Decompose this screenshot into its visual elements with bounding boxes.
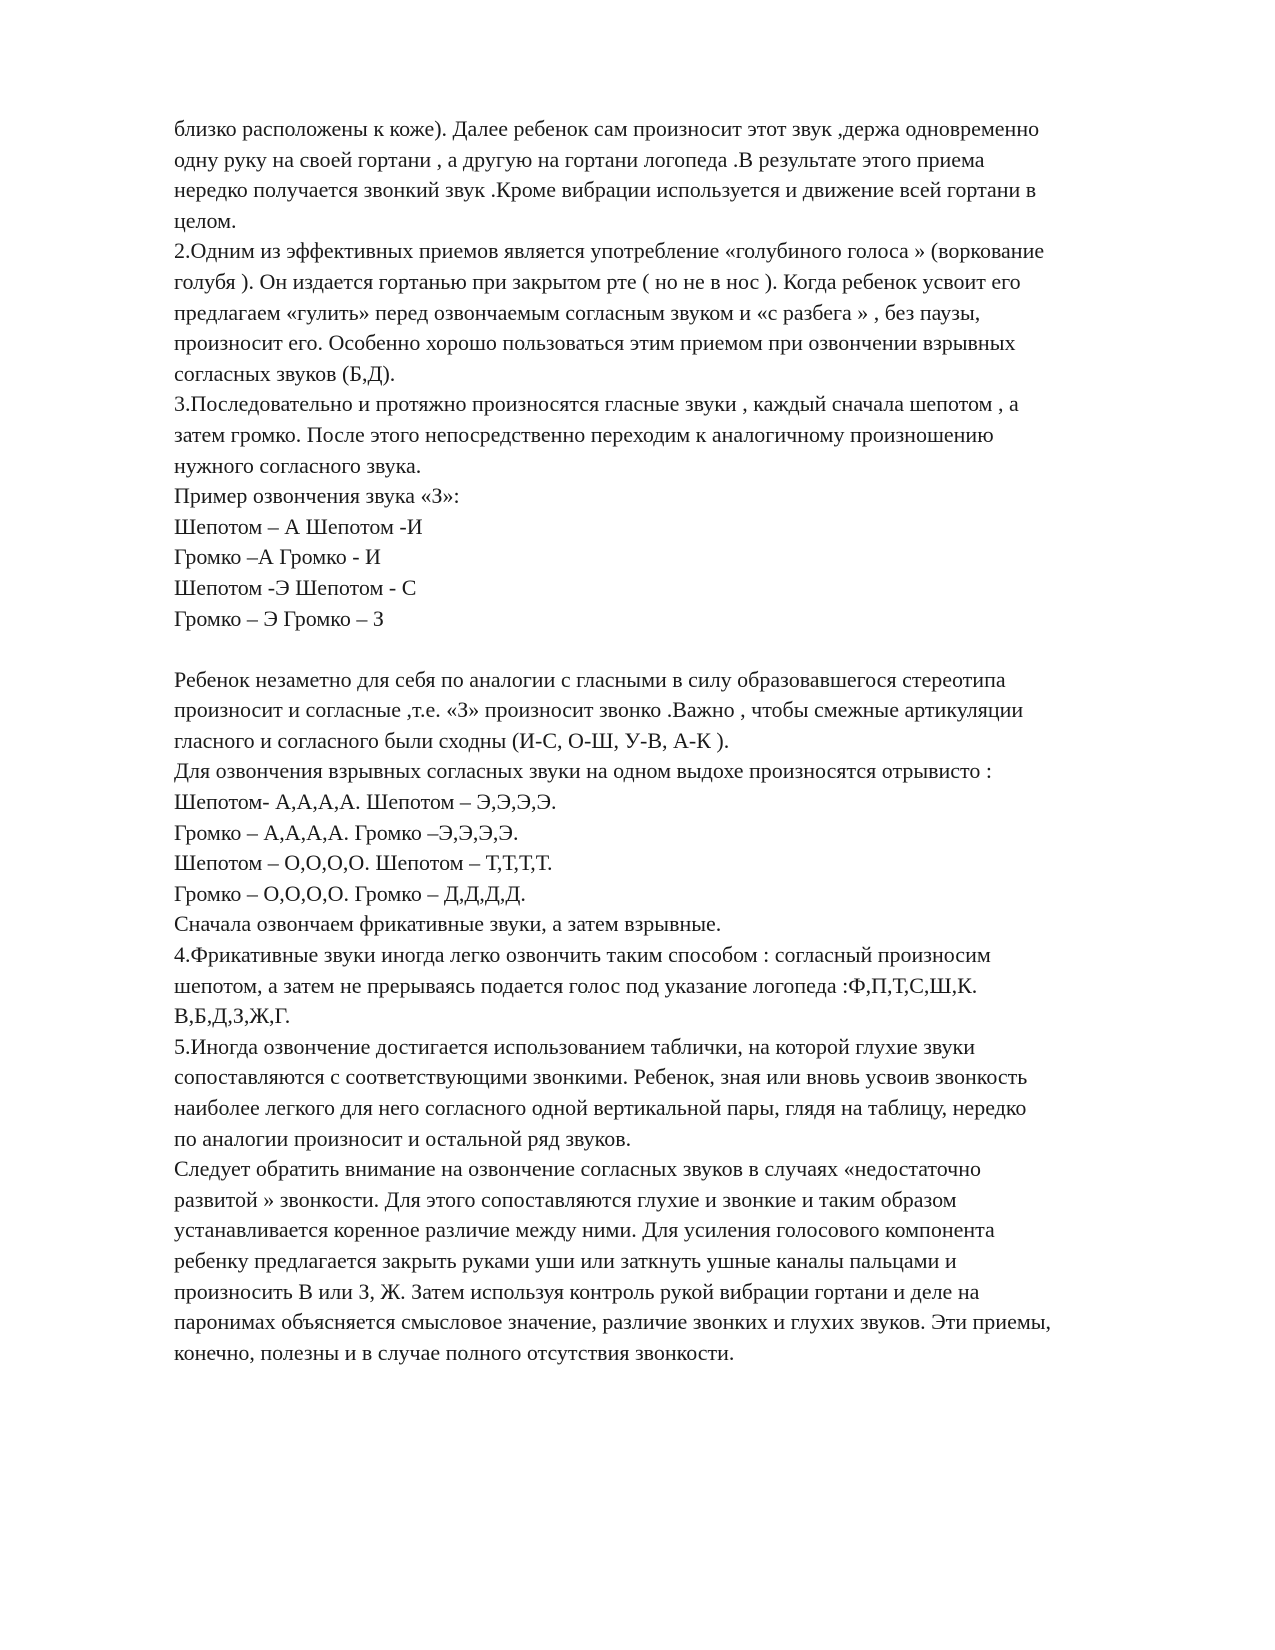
text-line: Ребенок незаметно для себя по аналогии с гласными в силу образовавшегося стереотипа: [174, 666, 1006, 692]
text-line: Для озвончения взрывных согласных звуки на одном выдохе произносятся отрывисто :: [174, 758, 992, 784]
text-line: В,Б,Д,З,Ж,Г.: [174, 1003, 291, 1029]
text-line: паронимах объясняется смысловое значение, различие звонких и глухих звуков. Эти приемы,: [174, 1309, 1052, 1335]
text-line: устанавливается коренное различие между ними. Для усиления голосового компонента: [174, 1217, 995, 1243]
text-line: по аналогии произносит и остальной ряд звуков.: [174, 1125, 632, 1151]
text-line: конечно, полезны и в случае полного отсутствия звонкости.: [174, 1339, 735, 1365]
text-line: развитой » звонкости. Для этого сопоставляются глухие и звонкие и таким образом: [174, 1186, 957, 1212]
text-line: предлагаем «гулить» перед озвончаемым согласным звуком и «с разбега » , без паузы,: [174, 299, 981, 325]
text-line: шепотом, а затем не прерываясь подается голос под указание логопеда :Ф,П,Т,С,Ш,К.: [174, 972, 978, 998]
text-line: наиболее легкого для него согласного одной вертикальной пары, глядя на таблицу, нередко: [174, 1095, 1027, 1120]
text-line: 5.Иногда озвончение достигается использованием таблички, на которой глухие звуки: [174, 1033, 975, 1059]
text-line: произносить В или З, Ж. Затем используя контроль рукой вибрации гортани и деле на: [174, 1278, 980, 1304]
text-line: целом.: [174, 207, 237, 233]
text-line: голубя ). Он издается гортанью при закрытом рте ( но не в нос ). Когда ребенок усвоит его: [174, 268, 1021, 294]
text-line: произносит и согласные ,т.е. «З» произносит звонко .Важно , чтобы смежные артикуляции: [174, 697, 1024, 723]
text-line: Громко – Э Громко – З: [174, 605, 384, 631]
text-line: согласных звуков (Б,Д).: [174, 360, 396, 386]
text-line: 3.Последовательно и протяжно произносятся гласные звуки , каждый сначала шепотом , а: [174, 391, 1019, 417]
text-line: Шепотом – А Шепотом -И: [174, 513, 423, 539]
text-line: Пример озвончения звука «З»:: [174, 483, 460, 509]
text-line: 4.Фрикативные звуки иногда легко озвончить таким способом : согласный произносим: [174, 942, 991, 968]
text-line: нередко получается звонкий звук .Кроме вибрации используется и движение всей гортани в: [174, 177, 1037, 203]
text-line: одну руку на своей гортани , а другую на гортани логопеда .В результате этого приема: [174, 146, 985, 172]
text-line: 2.Одним из эффективных приемов является употребление «голубиного голоса » (воркование: [174, 238, 1045, 264]
text-line: гласного и согласного были сходны (И-С, О-Ш, У-В, А-К ).: [174, 727, 730, 753]
text-line: Громко – О,О,О,О. Громко – Д,Д,Д,Д.: [174, 880, 526, 906]
text-line: произносит его. Особенно хорошо пользоваться этим приемом при озвончении взрывных: [174, 330, 1016, 356]
text-line: Громко –А Громко - И: [174, 544, 381, 570]
blank-line: [174, 634, 1174, 665]
text-line: затем громко. После этого непосредственно переходим к аналогичному произношению: [174, 421, 994, 447]
text-line: Следует обратить внимание на озвончение согласных звуков в случаях «недостаточно: [174, 1156, 982, 1182]
body-text: [174, 114, 1174, 1368]
text-line: Шепотом- А,А,А,А. Шепотом – Э,Э,Э,Э.: [174, 789, 557, 815]
text-line: ребенку предлагается закрыть руками уши или заткнуть ушные каналы пальцами и: [174, 1247, 957, 1273]
text-line: Шепотом -Э Шепотом - С: [174, 574, 417, 600]
text-line: Шепотом – О,О,О,О. Шепотом – Т,Т,Т,Т.: [174, 850, 553, 876]
text-line: Громко – А,А,А,А. Громко –Э,Э,Э,Э.: [174, 819, 519, 845]
text-line: сопоставляются с соответствующими звонкими. Ребенок, зная или вновь усвоив звонкость: [174, 1064, 1028, 1090]
text-line: Сначала озвончаем фрикативные звуки, а затем взрывные.: [174, 911, 722, 937]
text-line: близко расположены к коже). Далее ребенок сам произносит этот звук ,держа одновременно: [174, 116, 1040, 141]
text-line: нужного согласного звука.: [174, 452, 422, 478]
